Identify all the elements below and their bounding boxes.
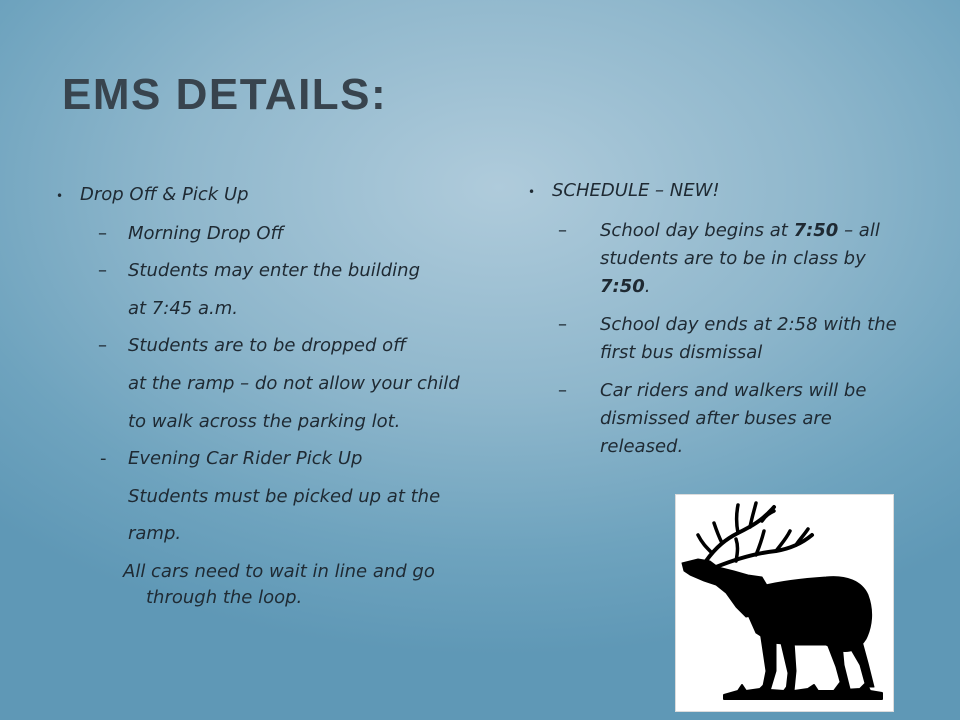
sub-item-enter [56,258,506,284]
sub-item-dropped-off [56,333,506,359]
dash-icon: – [98,335,107,357]
hyphen-icon: - [100,448,107,470]
elk-silhouette-icon [676,495,893,711]
sub-item-morning [56,221,506,247]
dash-icon: – [98,222,107,244]
bullet-icon: • [528,185,536,199]
sub-item-car-riders [528,377,900,461]
cars-line-continuation: through the loop. [146,586,303,608]
sub-item-text [600,217,900,301]
sub-item-continuation: Students must be picked up at the [128,485,441,507]
sub-item-evening [56,446,506,472]
text-segment: . [644,276,651,297]
right-column [528,178,900,471]
dash-icon: – [98,260,107,282]
sub-item-continuation: at 7:45 a.m. [128,297,238,319]
slide-title: EMS DETAILS: [62,70,388,119]
time-bold: 7:50 [600,276,645,297]
left-column [56,182,506,611]
bullet-drop-off-pick-up [56,182,506,209]
bullet-schedule [528,178,900,205]
sub-item-text: Students are to be dropped off [128,335,407,357]
sub-item-text: Car riders and walkers will be dismissed after buses are released. [600,380,867,457]
cars-line: All cars need to wait in line and go [123,560,435,582]
text-segment: School day begins at [600,220,794,241]
sub-item-day-ends [528,311,900,367]
dash-icon: – [558,220,567,241]
bullet-icon: • [56,189,64,203]
dash-icon: – [558,380,567,401]
sub-item-text: School day ends at 2:58 with the first bus dismissal [600,314,897,363]
time-bold: 7:50 [793,220,839,241]
sub-item-day-begins [528,217,900,301]
sub-item-continuation: ramp. [128,523,182,545]
sub-item-text: Morning Drop Off [128,222,284,244]
bullet-text: SCHEDULE – NEW! [552,180,720,201]
sub-item-text: Evening Car Rider Pick Up [128,448,363,470]
dash-icon: – [558,314,567,335]
sub-item-continuation: to walk across the parking lot. [128,410,401,432]
elk-image [675,494,894,712]
sub-item-continuation: at the ramp – do not allow your child [128,372,460,394]
text-segment: – all students are to be in class by [600,220,880,269]
bullet-text: Drop Off & Pick Up [80,184,249,205]
sub-item-text: Students may enter the building [128,260,420,282]
